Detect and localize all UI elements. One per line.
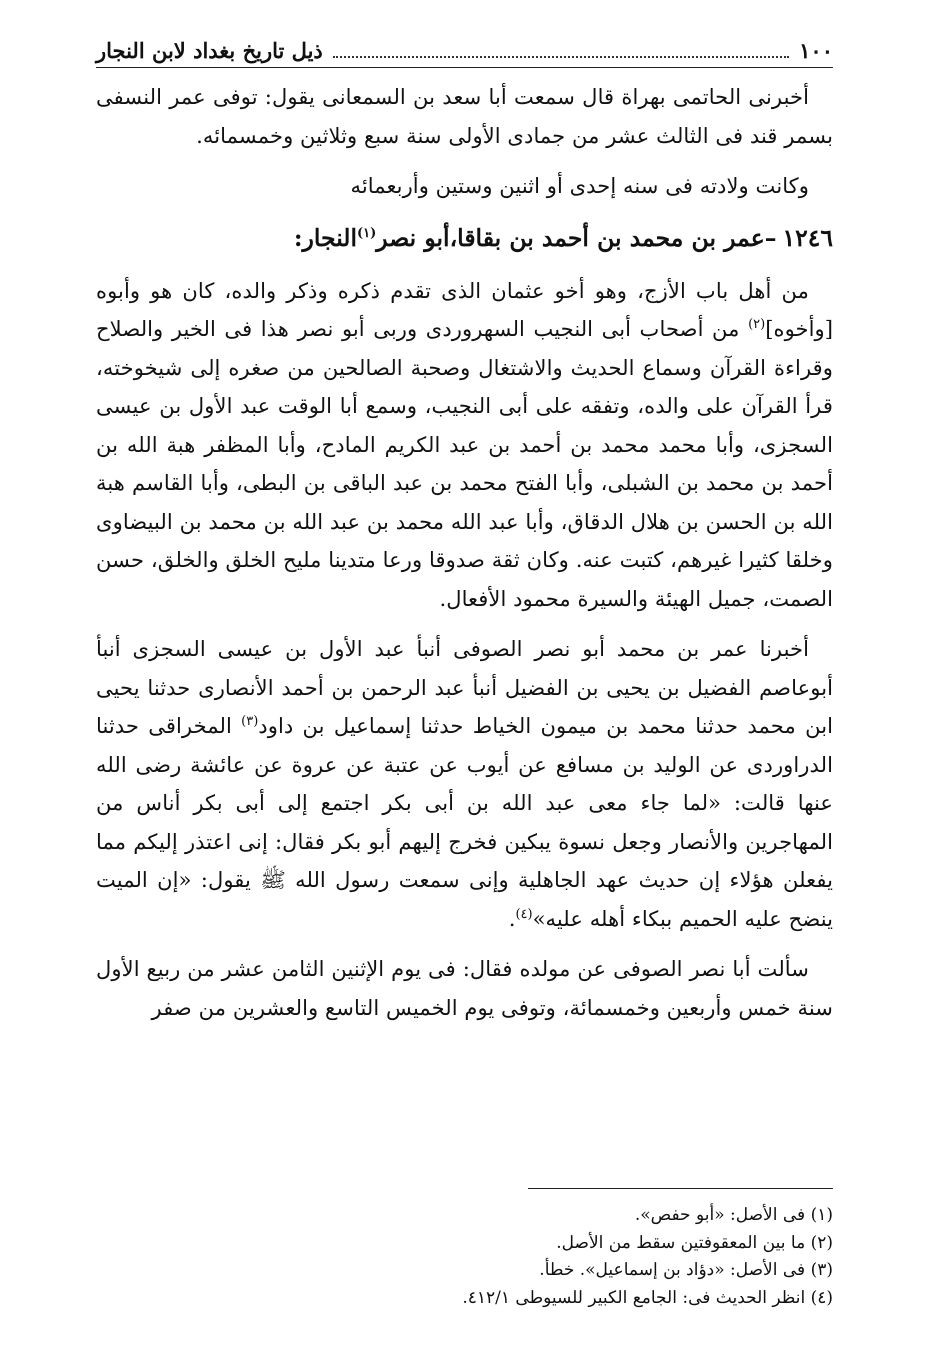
footnote-4: (٤) انظر الحديث فى: الجامع الكبير للسيوطى ٤١٢/١.	[462, 1287, 833, 1308]
entry-title: –عمر بن محمد بن أحمد بن بقاقا،أبو نصر	[376, 223, 777, 252]
running-title: ذيل تاريخ بغداد لابن النجار	[96, 38, 323, 63]
paragraph-3	[96, 272, 833, 619]
footnote-1: (١) فى الأصل: «أبو حفص».	[634, 1205, 833, 1225]
paragraph-4-text-b: المخراقى حدثنا الدراوردى عن الوليد بن مسافع عن أيوب عن عتبة عن عروة عن عائشة رضى الله عنها قالت: «لما جاء معى عبد الله بن أبى بكر اجتمع إلى أبى بكر أناس من المهاجرين والأنصار وجعل نسوة يبكين فخرج إليهم أبو بكر فقال: إنى اعتذر إليكم مما يفعلن هؤلاء إن حديث عهد الجاهلية وإنى سمعت رسول الله ﷺ يقول: «إن الميت ينضح عليه الحميم ببكاء أهله عليه»	[96, 713, 833, 931]
footnote-marker-3: (٣)	[241, 713, 259, 729]
paragraph-1: أخبرنى الحاتمى بهراة قال سمعت أبا سعد بن السمعانى يقول: توفى عمر النسفى بسمر قند فى الثالث عشر من جمادى الأولى سنة سبع وثلاثين وخمسمائه.	[96, 84, 833, 148]
entry-number: ١٢٤٦	[782, 223, 833, 252]
footnote-3: (٣) فى الأصل: «دؤاد بن إسماعيل». خطأ.	[539, 1260, 833, 1280]
main-text	[96, 78, 833, 1039]
footnote-marker-1: (١)	[357, 225, 377, 241]
paragraph-5: سألت أبا نصر الصوفى عن مولده فقال: فى يوم الإثنين الثامن عشر من ربيع الأول سنة خمس وأربعين وخمسمائة، وتوفى يوم الخميس التاسع والعشرين من صفر	[96, 956, 833, 1020]
paragraph-4-end: .	[508, 905, 516, 931]
page-header	[96, 38, 833, 68]
entry-title-end: النجار:	[293, 223, 357, 252]
footnote-marker-2: (٢)	[748, 316, 766, 332]
paragraph-3-text-a: من أهل باب الأزج، وهو أخو عثمان الذى تقدم ذكره وذكر والده، كان هو وأبوه [وأخوه]	[96, 277, 833, 341]
paragraph-2: وكانت ولادته فى سنه إحدى أو اثنين وستين وأربعمائه	[350, 173, 809, 198]
footnote-marker-4: (٤)	[515, 906, 533, 922]
footnotes	[96, 1202, 833, 1312]
entry-heading	[96, 218, 833, 258]
footnote-divider	[528, 1188, 833, 1189]
footnote-2: (٢) ما بين المعقوفتين سقط من الأصل.	[556, 1232, 833, 1253]
page-number: ١٠٠	[799, 38, 833, 63]
header-dotted-leader	[333, 44, 789, 58]
paragraph-4	[96, 630, 833, 938]
paragraph-3-text-b: من أصحاب أبى النجيب السهروردى وربى أبو نصر هذا فى الخير والصلاح وقراءة القرآن وسماع الحديث والاشتغال وصحبة الصالحين من صغره إلى شيخوخته، قرأ القرآن على والده، وتفقه على أبى النجيب، وسمع أبا الوقت عبد الأول بن عيسى السجزى، وأبا محمد محمد بن أحمد بن عبد الكريم المادح، وأبا المظفر هبة الله بن أحمد بن محمد بن الشبلى، وأبا الفتح محمد بن عبد الباقى بن البطى، وأبا القاسم هبة الله بن الحسن بن هلال الدقاق، وأبا عبد الله محمد بن عبد الله بن محمد بن البيضاوى وخلقا كثيرا غيرهم، كتبت عنه. وكان ثقة صدوقا ورعا متدينا مليح الخلق والخلق، حسن الصمت، جميل الهيئة والسيرة محمود الأفعال.	[96, 316, 833, 611]
paragraph-4-text-a: أخبرنا عمر بن محمد أبو نصر الصوفى أنبأ عبد الأول بن عيسى السجزى أنبأ أبوعاصم الفضيل بن يحيى بن الفضيل أنبأ عبد الرحمن بن أحمد الأنصارى حدثنا يحيى ابن محمد حدثنا محمد بن ميمون الخياط حدثنا إسماعيل بن داود	[96, 636, 833, 738]
